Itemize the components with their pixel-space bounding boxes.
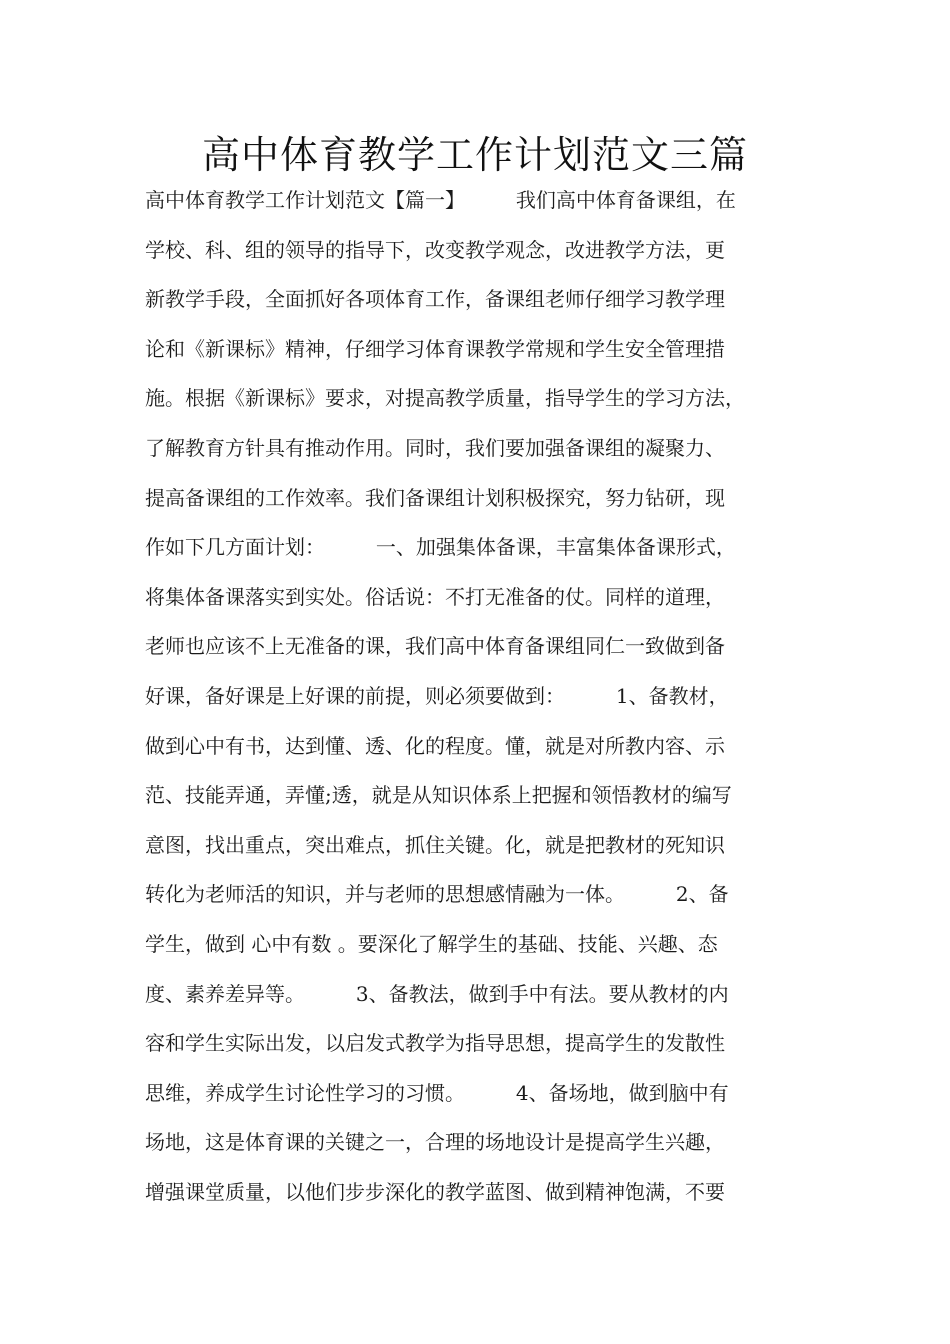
body-line-19: 思维，养成学生讨论性学习的习惯。 4、备场地，做到脑中有: [145, 1080, 729, 1105]
body-line-18: 容和学生实际出发，以启发式教学为指导思想，提高学生的发散性: [145, 1031, 725, 1056]
body-line-6: 了解教育方针具有推动作用。同时，我们要加强备课组的凝聚力、: [145, 435, 725, 460]
body-line-2: 学校、科、组的领导的指导下，改变教学观念，改进教学方法，更: [145, 237, 725, 262]
body-line-10: 老师也应该不上无准备的课，我们高中体育备课组同仁一致做到备: [145, 634, 725, 659]
body-line-16: 学生，做到 心中有数 。要深化了解学生的基础、技能、兴趣、态: [145, 931, 718, 956]
body-line-17: 度、素养差异等。 3、备教法，做到手中有法。要从教材的内: [145, 981, 729, 1006]
body-line-3: 新教学手段，全面抓好各项体育工作，备课组老师仔细学习教学理: [145, 287, 725, 312]
body-line-5: 施。根据《新课标》要求，对提高教学质量，指导学生的学习方法，: [145, 386, 745, 411]
body-line-4: 论和《新课标》精神，仔细学习体育课教学常规和学生安全管理措: [145, 336, 725, 361]
document-body: [145, 176, 813, 1217]
body-line-12: 做到心中有书，达到懂、透、化的程度。懂，就是对所教内容、示: [145, 733, 725, 758]
body-line-15: 转化为老师活的知识，并与老师的思想感情融为一体。 2、备: [145, 882, 729, 907]
document-title: 高中体育教学工作计划范文三篇: [201, 133, 748, 177]
body-line-1: 高中体育教学工作计划范文【篇一】 我们高中体育备课组，在: [145, 188, 736, 212]
body-line-7: 提高备课组的工作效率。我们备课组计划积极探究，努力钻研，现: [145, 485, 725, 510]
body-line-8: 作如下几方面计划： 一、加强集体备课，丰富集体备课形式，: [145, 535, 736, 560]
body-line-9: 将集体备课落实到实处。俗话说：不打无准备的仗。同样的道理，: [145, 584, 725, 609]
body-line-14: 意图，找出重点，突出难点，抓住关键。化，就是把教材的死知识: [145, 832, 725, 857]
body-line-21: 增强课堂质量，以他们步步深化的教学蓝图、做到精神饱满，不要: [145, 1179, 725, 1204]
body-line-11: 好课，备好课是上好课的前提，则必须要做到： 1、备教材，: [145, 683, 729, 708]
body-line-13: 范、技能弄通，弄懂;透，就是从知识体系上把握和领悟教材的编写: [145, 783, 732, 808]
body-line-20: 场地，这是体育课的关键之一，合理的场地设计是提高学生兴趣，: [145, 1130, 725, 1155]
